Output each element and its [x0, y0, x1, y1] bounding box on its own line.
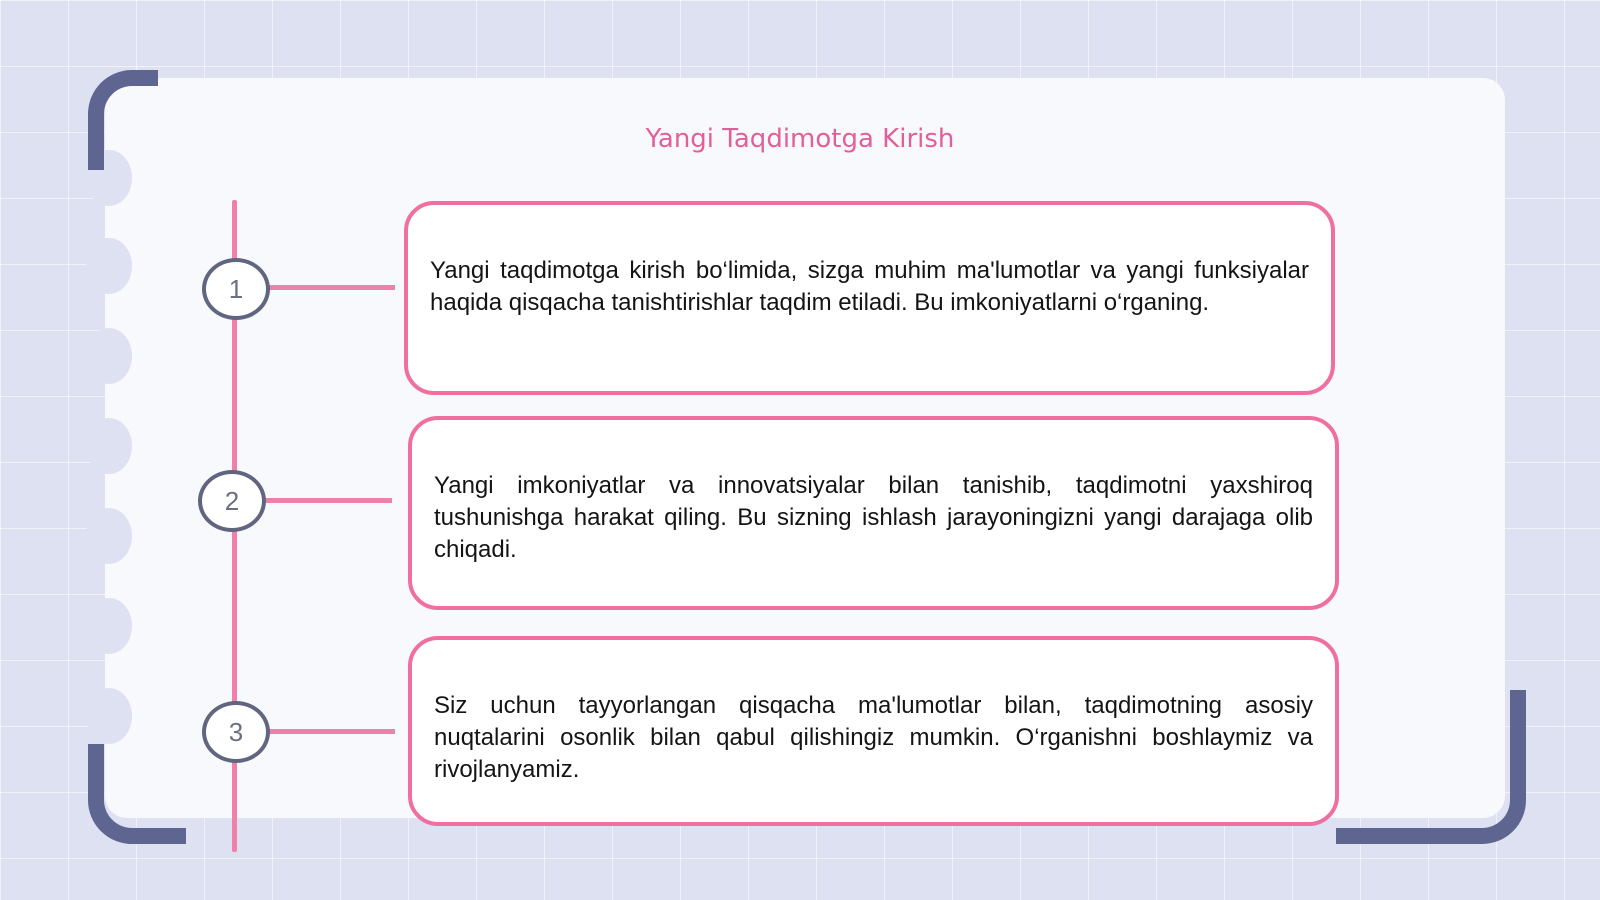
step-text-2: Yangi imkoniyatlar va innovatsiyalar bilan tanishib, taqdimotni yaxshiroq tushunishga harakat qiling. Bu sizning ishlash jarayoningizni yangi darajaga olib chiqadi.	[434, 472, 1313, 563]
scallop-edge	[86, 328, 132, 384]
scallop-edge	[86, 508, 132, 564]
timeline-connector	[262, 498, 392, 503]
scallop-edge	[86, 418, 132, 474]
slide-title: Yangi Taqdimotga Kirish	[645, 124, 955, 154]
timeline-connector	[265, 729, 395, 734]
scallop-edge	[86, 598, 132, 654]
step-text-1: Yangi taqdimotga kirish bo‘limida, sizga muhim ma'lumotlar va yangi funksiyalar haqida qisqacha tanishtirishlar taqdim etiladi. Bu imkoniyatlarni o‘rganing.	[430, 257, 1309, 316]
step-number-3: 3	[202, 701, 270, 763]
timeline-connector	[265, 285, 395, 290]
corner-bracket-bottom-left	[88, 744, 186, 844]
step-text-3: Siz uchun tayyorlangan qisqacha ma'lumotlar bilan, taqdimotning asosiy nuqtalarini osonlik bilan qabul qilishingiz mumkin. O‘rganishni boshlaymiz va rivojlanyamiz.	[434, 692, 1313, 783]
scallop-edge	[86, 238, 132, 294]
scallop-edge	[86, 688, 132, 744]
step-number-2: 2	[198, 470, 266, 532]
step-card-2	[408, 416, 1339, 610]
corner-bracket-top-left	[88, 70, 158, 170]
step-card-1	[404, 201, 1335, 395]
step-card-3	[408, 636, 1339, 826]
step-number-1: 1	[202, 258, 270, 320]
corner-bracket-bottom-right	[1336, 690, 1526, 844]
